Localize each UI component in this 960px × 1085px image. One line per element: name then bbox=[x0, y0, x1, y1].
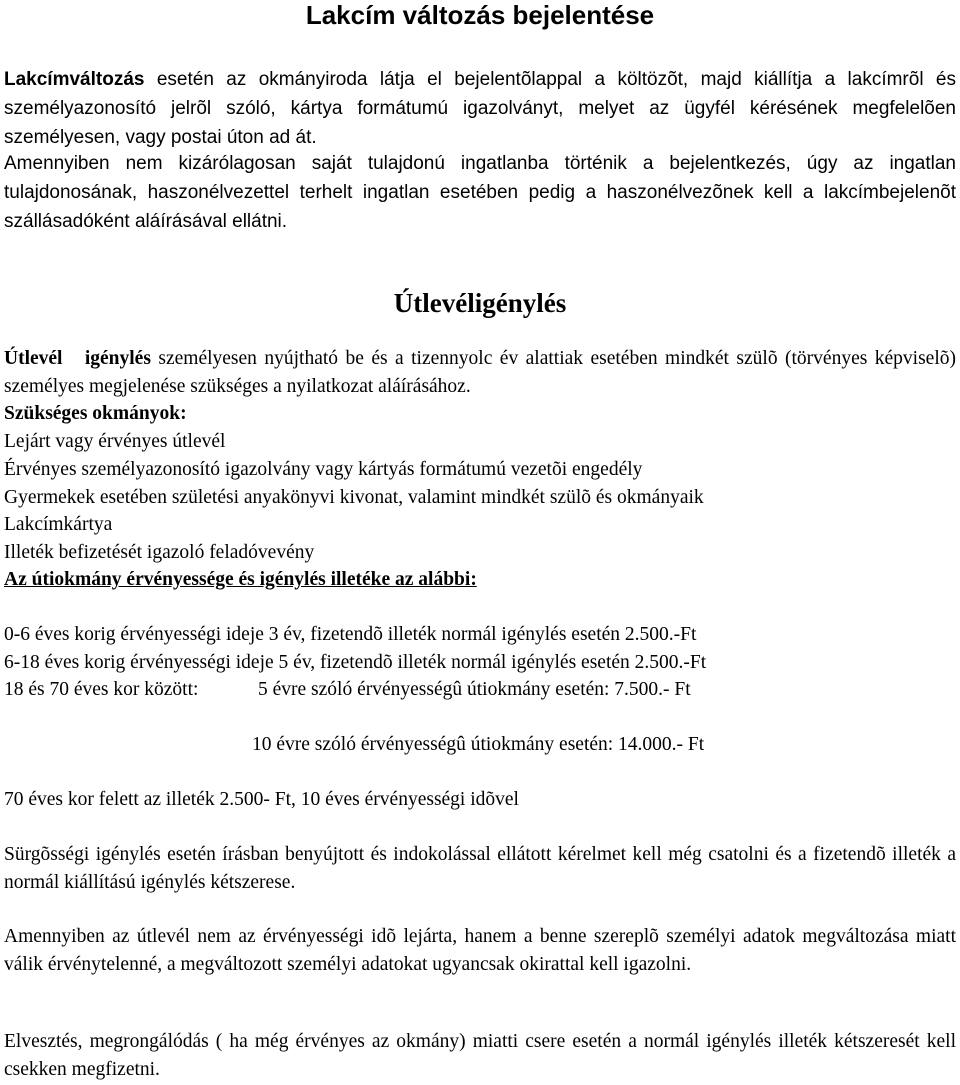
urgent-request-paragraph: Sürgõsségi igénylés esetén írásban benyújtott és indokolással ellátott kérelmet kell még csatolni és a fizetendõ illeték a normál kiállítású igénylés kétszerese. bbox=[4, 844, 956, 893]
section-title-address-change: Lakcím változás bejelentése bbox=[305, 0, 655, 30]
passport-intro-text: személyesen nyújtható be és a tizennyolc év alattiak esetében mindkét szülõ (törvényes képviselõ) személyes megjelenése szükséges a nyilatkozat aláírásához. bbox=[4, 348, 957, 397]
fee-18-70-label: 18 és 70 éves kor között: bbox=[4, 679, 199, 700]
address-change-paragraph bbox=[4, 65, 956, 152]
lost-damaged-paragraph: Elvesztés, megrongálódás ( ha még érvényes az okmány) miatti csere esetén a normál igénylés illeték kétszeresét kell csekken megfizetni. bbox=[4, 1031, 956, 1080]
fees-heading bbox=[4, 566, 477, 594]
doc-item: Lakcímkártya bbox=[4, 514, 113, 535]
doc-item: Gyermekek esetében születési anyakönyvi kivonat, valamint mindkét szülõ és okmányaik bbox=[4, 487, 704, 508]
fees-heading-text: Az útiokmány érvényessége és igénylés illetéke az alábbi: bbox=[4, 569, 477, 590]
required-docs-heading bbox=[4, 400, 187, 428]
passport-bold-term-1: Útlevél bbox=[4, 348, 63, 369]
doc-item: Lejárt vagy érvényes útlevél bbox=[4, 431, 226, 452]
passport-bold-term-2: igénylés bbox=[84, 348, 151, 369]
ownership-paragraph: Amennyiben nem kizárólagosan saját tulajdonú ingatlanba történik a bejelentkezés, úgy az ingatlan tulajdonosának, haszonélvezettel terhelt ingatlan esetében pedig a haszonélvezõnek kell a lakcímbejelenõt szállásadóként aláírásával ellátni. bbox=[4, 153, 956, 232]
address-change-bold-term: Lakcímváltozás bbox=[4, 69, 145, 90]
section-title-passport: Útlevéligénylés bbox=[393, 288, 567, 318]
fee-row: 0-6 éves korig érvényességi ideje 3 év, fizetendõ illeték normál igénylés esetén 2.500.-Ft bbox=[4, 624, 697, 645]
address-change-text: esetén az okmányiroda látja el bejelentõlappal a költözõt, majd kiállítja a lakcímrõl és személyazonosító jelrõl szóló, kártya formátumú igazolványt, melyet az ügyfél kérésének megfelelõen személyesen, vagy postai úton ad át. bbox=[4, 69, 956, 148]
passport-intro-paragraph bbox=[4, 345, 956, 400]
required-docs-heading-text: Szükséges okmányok: bbox=[4, 403, 187, 424]
fee-row-18-70 bbox=[4, 676, 198, 704]
fee-18-70-five-year: 5 évre szóló érvényességû útiokmány esetén: 7.500.- Ft bbox=[258, 679, 691, 700]
fee-over-70: 70 éves kor felett az illeték 2.500- Ft, 10 éves érvényességi idõvel bbox=[4, 789, 519, 810]
invalid-data-paragraph: Amennyiben az útlevél nem az érvényességi idõ lejárta, hanem a benne szereplõ személyi adatok megváltozása miatt válik érvénytelenné, a megváltozott személyi adatokat ugyancsak okirattal kell igazolni. bbox=[4, 926, 956, 975]
fee-row: 6-18 éves korig érvényességi ideje 5 év, fizetendõ illeték normál igénylés esetén 2.500.-Ft bbox=[4, 652, 707, 673]
doc-item: Érvényes személyazonosító igazolvány vagy kártyás formátumú vezetõi engedély bbox=[4, 459, 643, 480]
doc-item: Illeték befizetését igazoló feladóvevény bbox=[4, 542, 315, 563]
fee-18-70-ten-year: 10 évre szóló érvényességû útiokmány esetén: 14.000.- Ft bbox=[252, 734, 705, 755]
